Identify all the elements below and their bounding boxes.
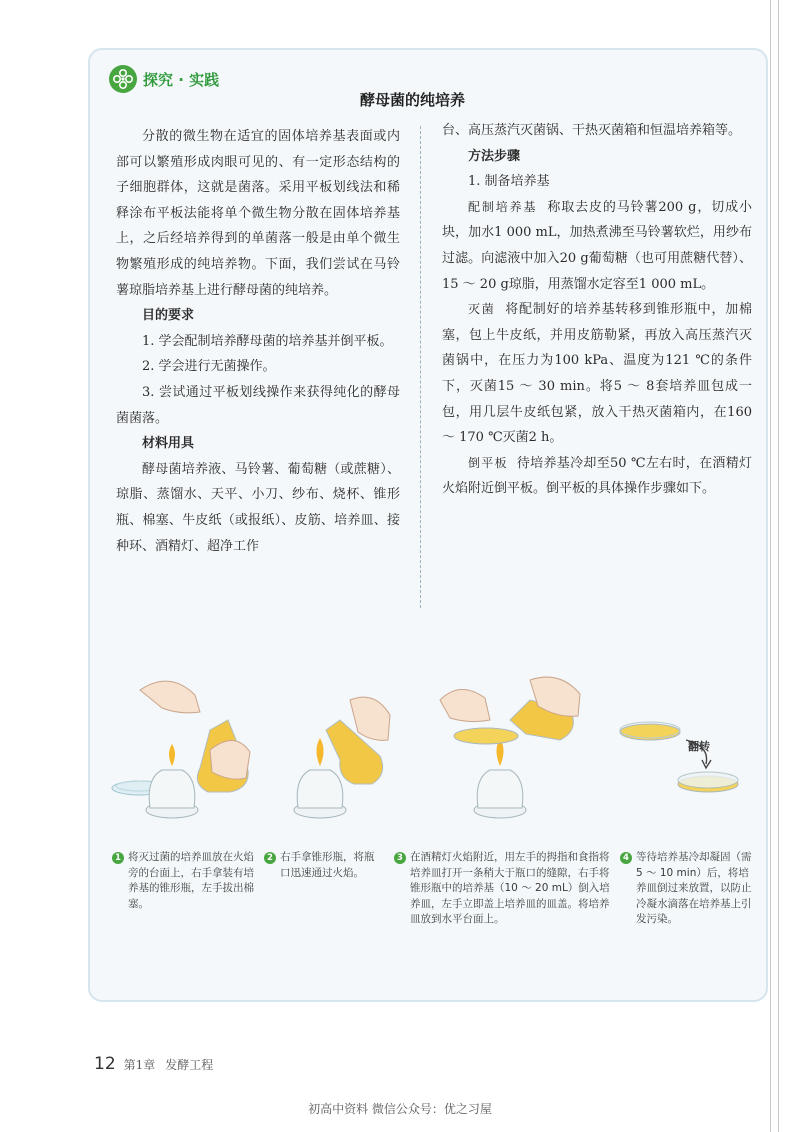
step2-caption (264, 850, 384, 881)
pour-plate-paragraph (442, 451, 752, 502)
step1-illustration (100, 660, 260, 842)
aim-item: 2. 学会进行无菌操作。 (142, 359, 276, 375)
prepare-medium-text: 称取去皮的马铃薯200 g，切成小块，加水1 000 mL，加热煮沸至马铃薯软烂，用纱布过滤。向滤液中加入20 g葡萄糖（也可用蔗糖代替）、15 ～ 20 g琼脂，用蒸馏水定容至1 000 mL。 (442, 199, 752, 292)
page-title: 酵母菌的纯培养 (360, 91, 466, 109)
explore-practice-icon (108, 64, 138, 94)
prepare-medium-paragraph (442, 195, 752, 297)
chapter-label: 第1章 (123, 1058, 156, 1072)
step3-illustration (430, 660, 590, 842)
prepare-medium-term: 配制培养基 (468, 199, 538, 214)
sterilize-paragraph (442, 297, 752, 451)
watermark-text: 初高中资料 微信公众号：优之习屋 (308, 1102, 492, 1116)
step-number-badge: 4 (620, 852, 632, 864)
page-edge-line (770, 0, 771, 1132)
page-number: 12 (94, 1054, 116, 1074)
aim-item: 1. 学会配制培养酵母菌的培养基并倒平板。 (142, 333, 393, 349)
aim-item: 3. 尝试通过平板划线操作来获得纯化的酵母菌菌落。 (116, 384, 400, 426)
activity-badge-label: 探究 · 实践 (143, 70, 220, 89)
intro-paragraph: 分散的微生物在适宜的固体培养基表面或内部可以繁殖形成肉眼可见的、有一定形态结构的子细胞群体，这就是菌落。采用平板划线法和稀释涂布平板法能将单个微生物分散在固体培养基上，之后经培养得到的单菌落一般是由单个微生物繁殖形成的纯培养物。下面，我们尝试在马铃薯琼脂培养基上进行酵母菌的纯培养。 (116, 129, 400, 298)
chapter-title: 发酵工程 (165, 1058, 214, 1072)
left-column (116, 124, 400, 559)
method-heading: 方法步骤 (468, 148, 521, 164)
sterilize-text: 将配制好的培养基转移到锥形瓶中，加棉塞，包上牛皮纸，并用皮筋勒紧，再放入高压蒸汽灭菌锅中，在压力为100 kPa、温度为121 ℃的条件下，灭菌15 ～ 30 min。将5 ～ 8套培养皿包成一包，用几层牛皮纸包紧，放入干热灭菌箱内，在160 ～ 170 ℃灭菌2 h。 (442, 302, 752, 446)
step-number-badge: 2 (264, 852, 276, 864)
materials-heading: 材料用具 (142, 436, 195, 452)
page-footer (94, 1054, 213, 1074)
flip-label: 翻转 (688, 740, 710, 753)
column-divider (420, 126, 421, 608)
step3-caption (394, 850, 612, 928)
sterilize-term: 灭菌 (468, 302, 496, 317)
pour-plate-text: 待培养基冷却至50 ℃左右时，在酒精灯火焰附近倒平板。倒平板的具体操作步骤如下。 (442, 455, 752, 497)
right-column (442, 118, 752, 502)
step-number-badge: 1 (112, 852, 124, 864)
aims-heading: 目的要求 (142, 308, 195, 324)
step4-caption (620, 850, 752, 928)
step2-illustration (280, 660, 400, 842)
step1-caption (112, 850, 262, 912)
step4-illustration (610, 660, 750, 842)
activity-badge (108, 64, 219, 94)
materials-continuation: 台、高压蒸汽灭菌锅、干热灭菌箱和恒温培养箱等。 (442, 123, 742, 138)
page-edge-line (778, 0, 779, 1132)
caption-text: 在酒精灯火焰附近，用左手的拇指和食指将培养皿打开一条稍大于瓶口的缝隙，右手将锥形瓶中的培养基（10 ～ 20 mL）倒入培养皿，左手立即盖上培养皿的皿盖。将培养皿放到水平台面上。 (410, 851, 610, 925)
materials-paragraph: 酵母菌培养液、马铃薯、葡萄糖（或蔗糖）、琼脂、蒸馏水、天平、小刀、纱布、烧杯、锥形瓶、棉塞、牛皮纸（或报纸）、皮筋、培养皿、接种环、酒精灯、超净工作 (116, 461, 400, 554)
caption-text: 等待培养基冷却凝固（需5 ～ 10 min）后，将培养皿倒过来放置，以防止冷凝水滴落在培养基上引发污染。 (636, 851, 752, 925)
step-number-badge: 3 (394, 852, 406, 864)
step1-heading: 1. 制备培养基 (468, 174, 550, 190)
caption-text: 右手拿锥形瓶，将瓶口迅速通过火焰。 (280, 851, 375, 879)
pour-plate-term: 倒平板 (468, 455, 508, 470)
caption-text: 将灭过菌的培养皿放在火焰旁的台面上，右手拿装有培养基的锥形瓶，左手拔出棉塞。 (128, 851, 254, 910)
